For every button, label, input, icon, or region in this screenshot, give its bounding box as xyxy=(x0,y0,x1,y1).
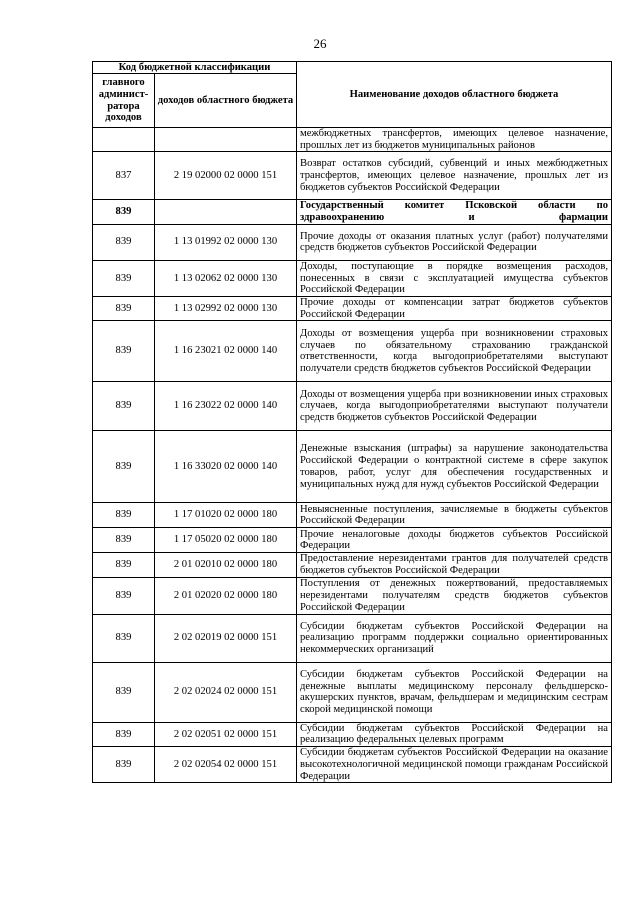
revenue-code-cell: 2 02 02051 02 0000 151 xyxy=(155,722,297,746)
revenue-code-cell: 2 19 02000 02 0000 151 xyxy=(155,152,297,200)
revenue-name-cell: Прочие доходы от компенсации затрат бюджетов субъектов Российской Федерации xyxy=(297,296,612,320)
revenue-code-cell: 2 02 02054 02 0000 151 xyxy=(155,747,297,783)
table-row xyxy=(93,152,612,200)
revenue-code-cell: 2 02 02019 02 0000 151 xyxy=(155,614,297,662)
administrator-code-cell: 839 xyxy=(93,260,155,296)
administrator-code-cell xyxy=(93,128,155,152)
revenue-name-cell: Субсидии бюджетам субъектов Российской Федерации на денежные выплаты медицинскому персоналу фельдшерско-акушерских пунктов, врачам, фельдшерам и медицинским сестрам скорой медицинской помощи xyxy=(297,662,612,722)
revenue-code-cell xyxy=(155,200,297,224)
revenue-code-cell: 1 17 01020 02 0000 180 xyxy=(155,503,297,528)
revenue-code-cell: 1 13 01992 02 0000 130 xyxy=(155,224,297,260)
administrator-code-cell: 839 xyxy=(93,382,155,431)
administrator-code-cell: 839 xyxy=(93,553,155,577)
table-row xyxy=(93,553,612,577)
revenue-name-cell: Возврат остатков субсидий, субвенций и иных межбюджетных трансфертов, имеющих целевое назначение, прошлых лет из бюджетов субъектов Российской Федерации xyxy=(297,152,612,200)
budget-classification-table xyxy=(92,61,612,783)
table-row xyxy=(93,577,612,614)
revenue-code-cell: 1 16 23021 02 0000 140 xyxy=(155,321,297,382)
revenue-name-cell: Государственный комитет Псковской области по здравоохранению и фармации xyxy=(297,200,612,224)
administrator-code-cell: 839 xyxy=(93,722,155,746)
revenue-name-cell: Субсидии бюджетам субъектов Российской Федерации на реализацию программ поддержки социально ориентированных некоммерческих организаций xyxy=(297,614,612,662)
table-row xyxy=(93,614,612,662)
administrator-code-cell: 839 xyxy=(93,503,155,528)
table-row xyxy=(93,722,612,746)
revenue-name-cell: Субсидии бюджетам субъектов Российской Федерации на реализацию федеральных целевых программ xyxy=(297,722,612,746)
page-number: 26 xyxy=(313,36,327,51)
revenue-name-cell: Денежные взыскания (штрафы) за нарушение законодательства Российской Федерации о контрактной системе в сфере закупок товаров, работ, услуг для обеспечения государственных и муниципальных нужд для нужд субъектов Российской Федерации xyxy=(297,431,612,503)
revenue-code-cell: 1 13 02992 02 0000 130 xyxy=(155,296,297,320)
revenue-name-cell: Доходы от возмещения ущерба при возникновении иных страховых случаев, когда выгодоприобретателями выступают получатели средств бюджетов субъектов Российской Федерации xyxy=(297,382,612,431)
revenue-code-cell: 1 17 05020 02 0000 180 xyxy=(155,528,297,553)
table-row xyxy=(93,128,612,152)
revenue-code-cell: 1 16 23022 02 0000 140 xyxy=(155,382,297,431)
administrator-code-cell: 839 xyxy=(93,200,155,224)
table-row xyxy=(93,662,612,722)
table-row xyxy=(93,382,612,431)
header-main-administrator: главного админист-ратора доходов xyxy=(93,74,155,128)
table-row xyxy=(93,224,612,260)
revenue-code-cell xyxy=(155,128,297,152)
revenue-name-cell: Субсидии бюджетам субъектов Российской Федерации на оказание высокотехнологичной медицинской помощи гражданам Российской Федерации xyxy=(297,747,612,783)
header-budget-classification-code: Код бюджетной классификации xyxy=(93,62,297,74)
revenue-name-cell: Предоставление нерезидентами грантов для получателей средств бюджетов субъектов Российской Федерации xyxy=(297,553,612,577)
revenue-name-cell: Прочие неналоговые доходы бюджетов субъектов Российской Федерации xyxy=(297,528,612,553)
table-body xyxy=(93,128,612,783)
revenue-name-cell: межбюджетных трансфертов, имеющих целевое назначение, прошлых лет из бюджетов муниципальных районов xyxy=(297,128,612,152)
table-row xyxy=(93,260,612,296)
table-row xyxy=(93,503,612,528)
administrator-code-cell: 839 xyxy=(93,662,155,722)
revenue-name-cell: Доходы от возмещения ущерба при возникновении страховых случаев по обязательному страхованию гражданской ответственности, когда выгодоприобретателями выступают получатели средств бюджетов субъектов Российской Федерации xyxy=(297,321,612,382)
administrator-code-cell: 839 xyxy=(93,614,155,662)
revenue-code-cell: 2 01 02020 02 0000 180 xyxy=(155,577,297,614)
administrator-code-cell: 839 xyxy=(93,747,155,783)
revenue-code-cell: 2 01 02010 02 0000 180 xyxy=(155,553,297,577)
administrator-code-cell: 839 xyxy=(93,431,155,503)
table-row xyxy=(93,747,612,783)
table-row xyxy=(93,296,612,320)
table-row xyxy=(93,321,612,382)
table-row xyxy=(93,200,612,224)
header-regional-revenue-code: доходов областного бюджета xyxy=(155,74,297,128)
administrator-code-cell: 839 xyxy=(93,224,155,260)
revenue-name-cell: Доходы, поступающие в порядке возмещения расходов, понесенных в связи с эксплуатацией имущества субъектов Российской Федерации xyxy=(297,260,612,296)
administrator-code-cell: 839 xyxy=(93,528,155,553)
administrator-code-cell: 839 xyxy=(93,321,155,382)
table-row xyxy=(93,431,612,503)
revenue-name-cell: Прочие доходы от оказания платных услуг (работ) получателями средств бюджетов субъектов Российской Федерации xyxy=(297,224,612,260)
revenue-name-cell: Невыясненные поступления, зачисляемые в бюджеты субъектов Российской Федерации xyxy=(297,503,612,528)
administrator-code-cell: 839 xyxy=(93,296,155,320)
administrator-code-cell: 839 xyxy=(93,577,155,614)
revenue-code-cell: 2 02 02024 02 0000 151 xyxy=(155,662,297,722)
administrator-code-cell: 837 xyxy=(93,152,155,200)
table-row xyxy=(93,528,612,553)
revenue-code-cell: 1 13 02062 02 0000 130 xyxy=(155,260,297,296)
revenue-name-cell: Поступления от денежных пожертвований, предоставляемых нерезидентами получателям средств бюджетов субъектов Российской Федерации xyxy=(297,577,612,614)
revenue-code-cell: 1 16 33020 02 0000 140 xyxy=(155,431,297,503)
header-revenue-name: Наименование доходов областного бюджета xyxy=(297,62,612,128)
